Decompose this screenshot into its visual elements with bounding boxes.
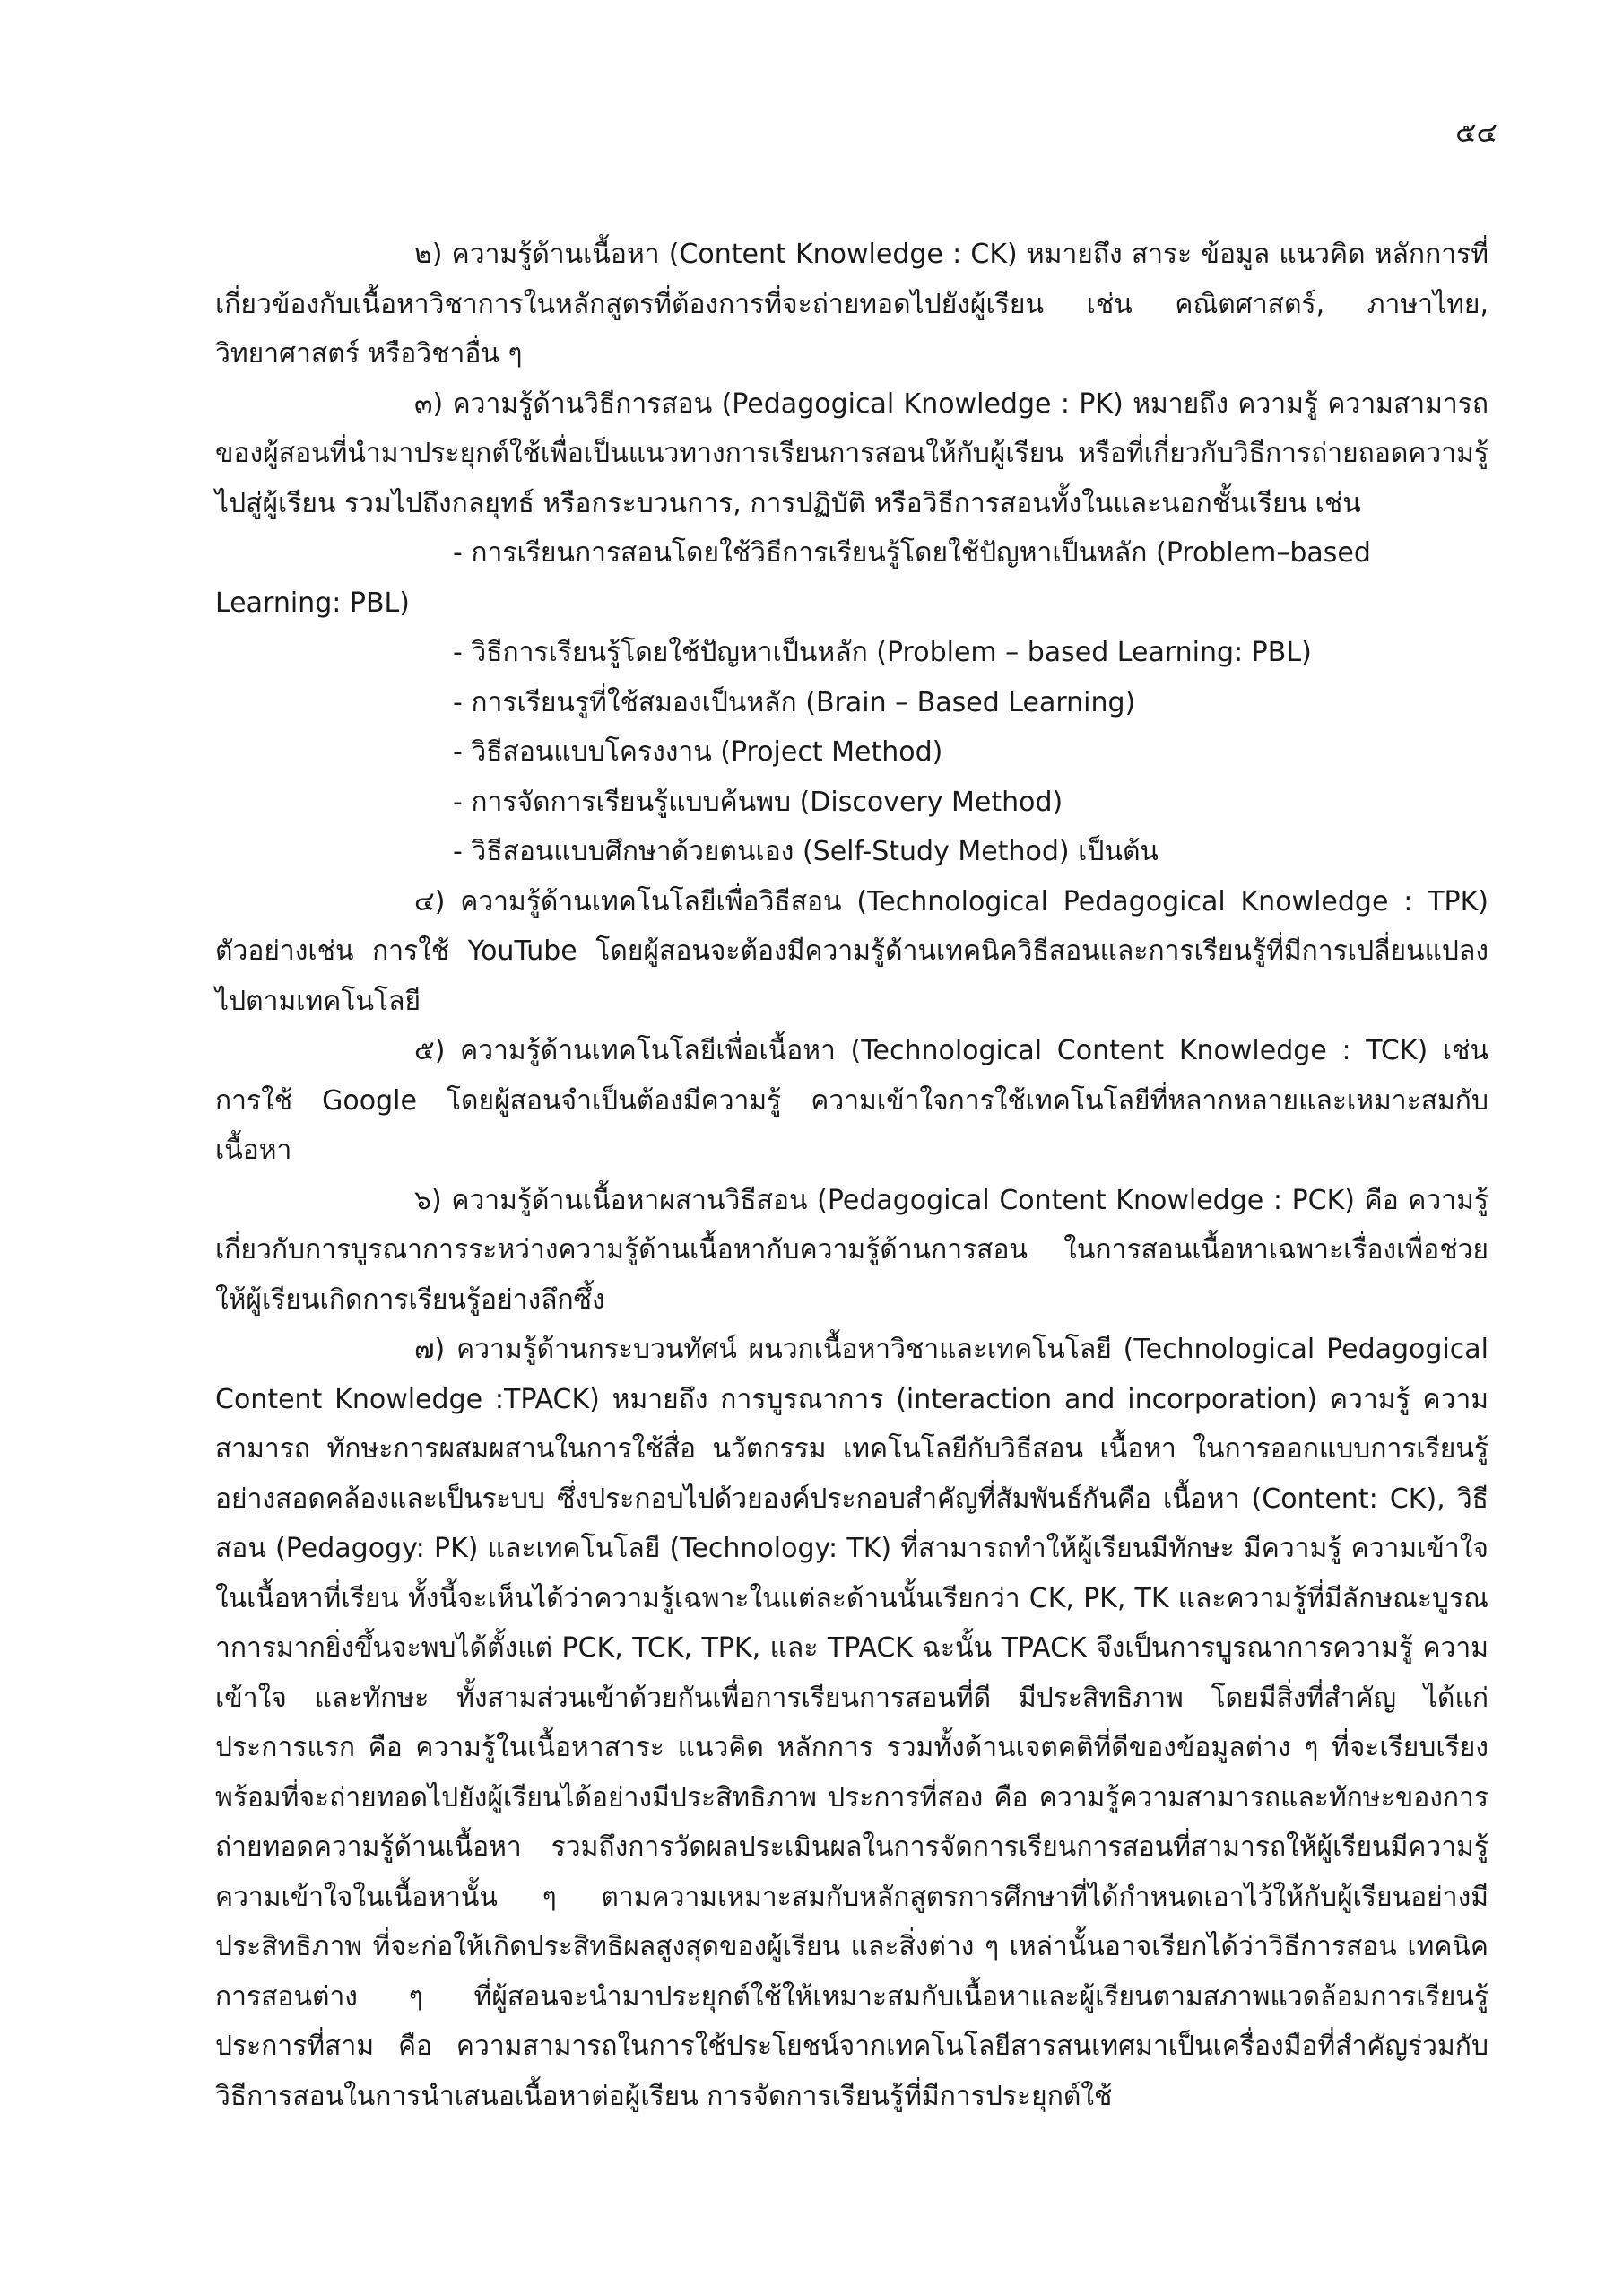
paragraph-tck: ๕) ความรู้ด้านเทคโนโลยีเพื่อเนื้อหา (Technological Content Knowledge : TCK) เช่น การใช้ Google โดยผู้สอนจำเป็นต้องมีความรู้ ความเข้าใจการใช้เทคโนโลยีที่หลากหลายและเหมาะสมกับเนื้อหา [215, 1035, 1488, 1166]
list-item-self-study: - วิธีสอนแบบศึกษาด้วยตนเอง (Self-Study Method) เป็นต้น [453, 836, 1159, 867]
paragraph-pck: ๖) ความรู้ด้านเนื้อหาผสานวิธีสอน (Pedagogical Content Knowledge : PCK) คือ ความรู้เกี่ยวกับการบูรณาการระหว่างความรู้ด้านเนื้อหากับความรู้ด้านการสอน ในการสอนเนื้อหาเฉพาะเรื่องเพื่อช่วยให้ผู้เรียนเกิดการเรียนรู้อย่างลึกซึ้ง [215, 1184, 1488, 1316]
list-item-discovery-method: - การจัดการเรียนรู้แบบค้นพบ (Discovery Method) [453, 786, 1063, 818]
list-item-pbl-method: - วิธีการเรียนรู้โดยใช้ปัญหาเป็นหลัก (Problem – based Learning: PBL) [453, 637, 1312, 668]
paragraph-tpk: ๔) ความรู้ด้านเทคโนโลยีเพื่อวิธีสอน (Technological Pedagogical Knowledge : TPK) ตัวอย่างเช่น การใช้ YouTube โดยผู้สอนจะต้องมีความรู้ด้านเทคนิควิธีสอนและการเรียนรู้ที่มีการเปลี่ยนแปลงไปตามเทคโนโลยี [215, 885, 1488, 1017]
list-item-project-method: - วิธีสอนแบบโครงงาน (Project Method) [453, 736, 943, 768]
list-item-brain-based: - การเรียนรูที่ใช้สมองเป็นหลัก (Brain – Based Learning) [453, 686, 1136, 718]
page-number: ๕๔ [1455, 117, 1497, 149]
paragraph-pk: ๓) ความรู้ด้านวิธีการสอน (Pedagogical Knowledge : PK) หมายถึง ความรู้ ความสามารถของผู้สอนที่นำมาประยุกต์ใช้เพื่อเป็นแนวทางการเรียนการสอนให้กับผู้เรียน หรือที่เกี่ยวกับวิธีการถ่ายถอดความรู้ไปสู่ผู้เรียน รวมไปถึงกลยุทธ์ หรือกระบวนการ, การปฏิบัติ หรือวิธีการสอนทั้งในและนอกชั้นเรียน เช่น [215, 387, 1488, 519]
paragraph-ck: ๒) ความรู้ด้านเนื้อหา (Content Knowledge : CK) หมายถึง สาระ ข้อมูล แนวคิด หลักการที่เกี่ยวข้องกับเนื้อหาวิชาการในหลักสูตรที่ต้องการที่จะถ่ายทอดไปยังผู้เรียน เช่น คณิตศาสตร์, ภาษาไทย, วิทยาศาสตร์ หรือวิชาอื่น ๆ [215, 239, 1488, 370]
body-text [215, 230, 1488, 2121]
list-item-pbl-teaching: - การเรียนการสอนโดยใช้วิธีการเรียนรู้โดยใช้ปัญหาเป็นหลัก (Problem–based Learning: PBL) [215, 537, 1371, 619]
paragraph-tpack: ๗) ความรู้ด้านกระบวนทัศน์ ผนวกเนื้อหาวิชาและเทคโนโลยี (Technological Pedagogical Content Knowledge :TPACK) หมายถึง การบูรณาการ (interaction and incorporation) ความรู้ ความสามารถ ทักษะการผสมผสานในการใช้สื่อ นวัตกรรม เทคโนโลยีกับวิธีสอน เนื้อหา ในการออกแบบการเรียนรู้อย่างสอดคล้องและเป็นระบบ ซึ่งประกอบไปด้วยองค์ประกอบสำคัญที่สัมพันธ์กันคือ เนื้อหา (Content: CK), วิธีสอน (Pedagogy: PK) และเทคโนโลยี (Technology: TK) ที่สามารถทำให้ผู้เรียนมีทักษะ มีความรู้ ความเข้าใจในเนื้อหาที่เรียน ทั้งนี้จะเห็นได้ว่าความรู้เฉพาะในแต่ละด้านนั้นเรียกว่า CK, PK, TK และความรู้ที่มีลักษณะบูรณาการมากยิ่งขึ้นจะพบได้ตั้งแต่ PCK, TCK, TPK, และ TPACK ฉะนั้น TPACK จึงเป็นการบูรณาการความรู้ ความเข้าใจ และทักษะ ทั้งสามส่วนเข้าด้วยกันเพื่อการเรียนการสอนที่ดี มีประสิทธิภาพ โดยมีสิ่งที่สำคัญ ได้แก่ ประการแรก คือ ความรู้ในเนื้อหาสาระ แนวคิด หลักการ รวมทั้งด้านเจตคติที่ดีของข้อมูลต่าง ๆ ที่จะเรียบเรียงพร้อมที่จะถ่ายทอดไปยังผู้เรียนได้อย่างมีประสิทธิภาพ ประการที่สอง คือ ความรู้ความสามารถและทักษะของการถ่ายทอดความรู้ด้านเนื้อหา รวมถึงการวัดผลประเมินผลในการจัดการเรียนการสอนที่สามารถให้ผู้เรียนมีความรู้ ความเข้าใจในเนื้อหานั้น ๆ ตามความเหมาะสมกับหลักสูตรการศึกษาที่ได้กำหนดเอาไว้ให้กับผู้เรียนอย่างมีประสิทธิภาพ ที่จะก่อให้เกิดประสิทธิผลสูงสุดของผู้เรียน และสิ่งต่าง ๆ เหล่านั้นอาจเรียกได้ว่าวิธีการสอน เทคนิคการสอนต่าง ๆ ที่ผู้สอนจะนำมาประยุกต์ใช้ให้เหมาะสมกับเนื้อหาและผู้เรียนตามสภาพแวดล้อมการเรียนรู้ ประการที่สาม คือ ความสามารถในการใช้ประโยชน์จากเทคโนโลยีสารสนเทศมาเป็นเครื่องมือที่สำคัญร่วมกับวิธีการสอนในการนำเสนอเนื้อหาต่อผู้เรียน การจัดการเรียนรู้ที่มีการประยุกต์ใช้ [215, 1334, 1488, 2112]
